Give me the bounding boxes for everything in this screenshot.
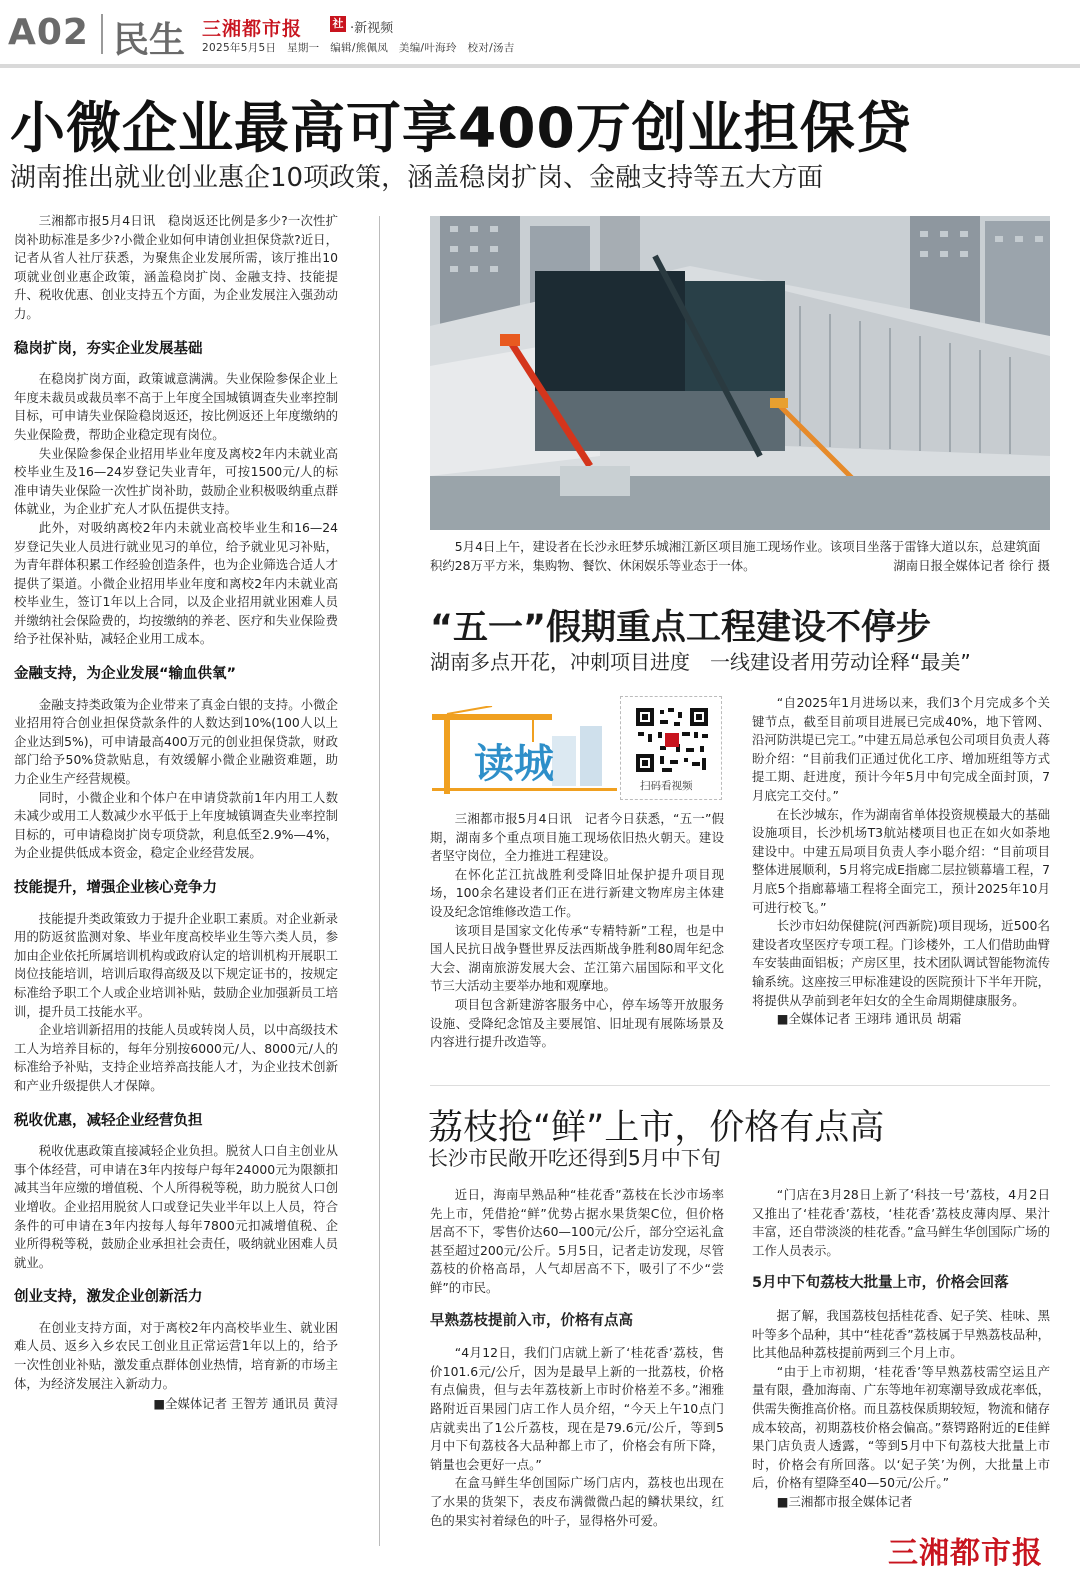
paragraph: 金融支持类政策为企业带来了真金白银的支持。小微企业招用符合创业担保贷款条件的人数达到10%(100人以上企业达到5%)，可申请最高400万元的创业担保贷款，财政部门给予50%贷款贴息，有效缓解小微企业融资难题，助力企业生产经营规模。 [14,696,338,787]
construction-scene-image [430,216,1050,530]
paragraph: 该项目是国家文化传承“专精特新”工程，也是中国人民抗日战争暨世界反法西斯战争胜利80周年纪念大会、湖南旅游发展大会、芷江第六届国际和平文化节三大活动主要举办地和观摩地。 [430,922,724,994]
paragraph: 在怀化芷江抗战胜利受降旧址保护提升项目现场，100余名建设者们正在进行新建文物库房主体建设及纪念馆维修改造工作。 [430,866,724,919]
section-heading: 早熟荔枝提前入市，价格有点高 [430,1312,633,1329]
paragraph: “由于上市初期，‘桂花香’等早熟荔枝需空运且产量有限，叠加海南、广东等地年初寒潮导致成花率低，供需失衡推高价格。而且荔枝保质期较短，物流和储存成本较高，初期荔枝价格会偏高。”蔡锷路附近的E佳鲜果门店负责人透露，“等到5月中下旬荔枝大批量上市时，价格会有所回落。以‘妃子笑’为例，大批量上市后，价格有望降至40—50元/公斤。” [752,1363,1050,1491]
paragraph: “4月12日，我们门店就上新了‘桂花香’荔枝，售价101.6元/公斤，因为是最早上新的一批荔枝，价格有点偏贵，但与去年荔枝新上市时价格差不多。”湘雅路附近百果园门店工作人员介绍，“今天上午10点门店就卖出了1公斤荔枝，现在是79.6元/公斤，等到5月中下旬荔枝各大品种都上市了，价格会有所下降，销量也会更好一点。” [430,1345,724,1472]
header-rule [0,64,1080,68]
paragraph: 此外，对吸纳离校2年内未就业高校毕业生和16—24岁登记失业人员进行就业见习的单位，给予就业见习补贴，为青年群体积累工作经验创造条件，也为企业筛选合适人才提供了渠道。小微企业招用毕业年度和离校2年内未就业高校毕业生，签订1年以上合同，以及企业招用就业困难人员并缴纳社会保险费的，均按缴纳的养老、医疗和失业保险费给予社保补贴，减轻企业用工成本。 [14,519,338,647]
byline: ■全媒体记者 王智芳 通讯员 黄浔 [153,1396,338,1412]
paragraph: 技能提升类政策致力于提升企业职工素质。对企业新录用的防返贫监测对象、毕业年度高校毕业生等六类人员，参加由企业依托所属培训机构或政府认定的培训机构开展职工岗位技能培训，培训后取得高级及以下规定证书的，按规定标准给予职工个人或企业培训补贴，鼓励企业加强新员工培训，提升员工技能水平。 [14,910,338,1019]
story-divider [430,1085,1050,1086]
ducheng-label: 读城 [474,741,554,787]
story2-subhead: 湖南多点开花，冲刺项目进度 一线建设者用劳动诠释“最美” [430,650,971,674]
lead-intro: 三湘都市报5月4日讯 稳岗返还比例是多少?一次性扩岗补助标准是多少?小微企业如何申请创业担保贷款?近日，记者从省人社厅获悉，为聚焦企业发展所需，该厅推出10项就业创业惠企政策，涵盖稳岗扩岗、金融支持、技能提升、税收优惠、创业支持五个方面，为企业发展注入强劲动力。 [14,213,338,321]
section-heading: 稳岗扩岗，夯实企业发展基础 [14,340,203,357]
story2-headline: “五一”假期重点工程建设不停步 [430,608,932,648]
paragraph: 据了解，我国荔枝包括桂花香、妃子笑、桂味、黑叶等多个品种，其中“桂花香”荔枝属于早熟荔枝品种，比其他品种荔枝提前两到三个月上市。 [752,1307,1050,1361]
issue-meta: 2025年5月5日 星期一 编辑/熊佩凤 美编/叶海玲 校对/汤吉 [202,42,515,54]
section-heading: 税收优惠，减轻企业经营负担 [14,1112,203,1129]
construction-photo [430,216,1050,530]
video-logo-icon: 社 [330,16,346,32]
ducheng-logo [432,706,617,801]
footer-paper-logo: 三湘都市报 [884,1528,1047,1572]
story2-right-column [752,694,1050,1029]
paragraph: 长沙市妇幼保健院(河西新院)项目现场，近500名建设者攻坚医疗专项工程。门诊楼外，工人们借助曲臂车安装曲面铝板；产房区里，技术团队调试智能物流传输系统。这座按三甲标准建设的医院预计下半年开院，将提供从孕前到老年妇女的全生命周期健康服务。 [752,918,1050,1008]
paragraph: 同时，小微企业和个体户在申请贷款前1年内用工人数未减少或用工人数减少水平低于上年度城镇调查失业率控制目标的，可申请稳岗扩岗专项贷款，利息低至2.9%—4%，为企业提供低成本资金，稳定企业经营发展。 [14,789,338,861]
paragraph: “门店在3月28日上新了‘科技一号’荔枝，4月2日又推出了‘桂花香’荔枝，‘桂花香’荔枝皮薄肉厚、果汁丰富，还自带淡淡的桂花香。”盒马鲜生华创国际广场的工作人员表示。 [752,1187,1050,1258]
qr-label: 扫码看视频 [640,780,693,792]
video-brand: ·新视频 [350,21,394,36]
lead-article [14,212,338,1414]
story3-right-column [752,1186,1050,1512]
paragraph: 企业培训新招用的技能人员或转岗人员，以中高级技术工人为培养目标的，每年分别按6000元/人、8000元/人的标准给予补贴，支持企业培养高技能人才，为企业技术创新和产业升级提供人才保障。 [14,1022,338,1093]
byline: ■全媒体记者 王翊玮 通讯员 胡霜 [776,1011,962,1027]
paragraph: 在稳岗扩岗方面，政策诚意满满。失业保险参保企业上年度未裁员或裁员率不高于上年度全国城镇调查失业率控制目标，可申请失业保险稳岗返还，按比例返还上年度缴纳的失业保险费，帮助企业稳定现有岗位。 [14,371,338,442]
caption-text: 5月4日上午，建设者在长沙永旺梦乐城湘江新区项目施工现场作业。该项目坐落于雷锋大道以东，总建筑面积约28万平方米，集购物、餐饮、休闲娱乐等业态于一体。 [430,539,1041,573]
page-number: A02 [8,12,89,53]
lead-subhead: 湖南推出就业创业惠企10项政策，涵盖稳岗扩岗、金融支持等五大方面 [10,163,824,193]
section-heading: 技能提升，增强企业核心竞争力 [14,880,217,896]
header-divider [101,14,103,54]
story3-subhead: 长沙市民敞开吃还得到5月中下旬 [428,1146,721,1170]
paper-name: 三湘都市报 [202,18,303,40]
paragraph: 在长沙城东，作为湖南省单体投资规模最大的基础设施项目，长沙机场T3航站楼项目也正在如火如荼地建设中。中建五局项目负责人李小聪介绍：“目前项目整体进展顺利，5月将完成E指廊二层拉锁幕墙工程，7月底5个指廊幕墙工程将全面完工，预计2025年10月可进行校飞。” [752,806,1050,915]
byline: ■三湘都市报全媒体记者 [776,1493,913,1509]
paragraph: 在创业支持方面，对于离校2年内高校毕业生、就业困难人员、返乡入乡农民工创业且正常运营1年以上的，给予一次性创业补贴，激发重点群体创业热情，培育新的市场主体，为经济发展注入新动力。 [14,1319,338,1391]
section-heading: 金融支持，为企业发展“输血供氧” [14,666,237,683]
qr-code-icon[interactable] [632,704,712,776]
paragraph: 在盒马鲜生华创国际广场门店内，荔枝也出现在了水果的货架下，表皮布满微微凸起的鳞状果纹，红色的果实衬着绿色的叶子，显得格外可爱。 [430,1475,724,1528]
paragraph: 三湘都市报5月4日讯 记者今日获悉，“五一”假期，湖南多个重点项目施工现场依旧热火朝天。建设者坚守岗位，全力推进工程建设。 [430,811,724,864]
photo-caption [430,538,1050,575]
paragraph: 项目包含新建游客服务中心，停车场等开放服务设施、受降纪念馆及主要展馆、旧址现有展陈场景及内容进行提升改造等。 [430,996,724,1050]
section-heading: 5月中下旬荔枝大批量上市，价格会回落 [752,1275,1009,1292]
story3-left-column [430,1186,724,1530]
column-divider [379,216,380,1546]
section-heading: 创业支持，激发企业创新活力 [14,1289,203,1306]
photographer-credit: 湖南日报全媒体记者 徐行 摄 [893,557,1050,573]
paragraph: 税收优惠政策直接减轻企业负担。脱贫人口自主创业从事个体经营，可申请在3年内按每户每年24000元为限额扣减其当年应缴的增值税、个人所得税等税，助力脱贫人口创业增收。企业招用脱贫人口或登记失业半年以上人员，符合条件的可申请在3年内按每人每年7800元扣减增值税、企业所得税等税，鼓励企业承担社会责任，吸纳就业困难人员就业。 [14,1143,338,1270]
paragraph: 近日，海南早熟品种“桂花香”荔枝在长沙市场率先上市，凭借抢“鲜”优势占据水果货架C位，但价格居高不下，零售价达60—100元/公斤，部分空运礼盒甚至超过200元/公斤。5月5日，记者走访发现，尽管荔枝的价格高昂，人气却居高不下，吸引了不少“尝鲜”的市民。 [430,1187,724,1295]
paragraph: “自2025年1月进场以来，我们3个月完成多个关键节点，截至目前项目进展已完成40%，地下管网、沿河防洪堤已完工。”中建五局总承包公司项目负责人蒋盼介绍：“目前我们正通过优化工序、增加班组等方式提工期、赶进度，预计今年5月中旬完成全面封顶，7月底完工交付。” [752,695,1050,803]
story2-left-column [430,810,724,1052]
story3-headline: 荔枝抢“鲜”上市，价格有点高 [428,1108,885,1148]
section-name: 民生 [113,20,186,61]
lead-headline: 小微企业最高可享400万创业担保贷 [10,96,912,160]
paragraph: 失业保险参保企业招用毕业年度及离校2年内未就业高校毕业生及16—24岁登记失业青年，可按1500元/人的标准申请失业保险一次性扩岗补助，鼓励企业积极吸纳重点群体就业，为企业扩充人才队伍提供支持。 [14,445,338,517]
